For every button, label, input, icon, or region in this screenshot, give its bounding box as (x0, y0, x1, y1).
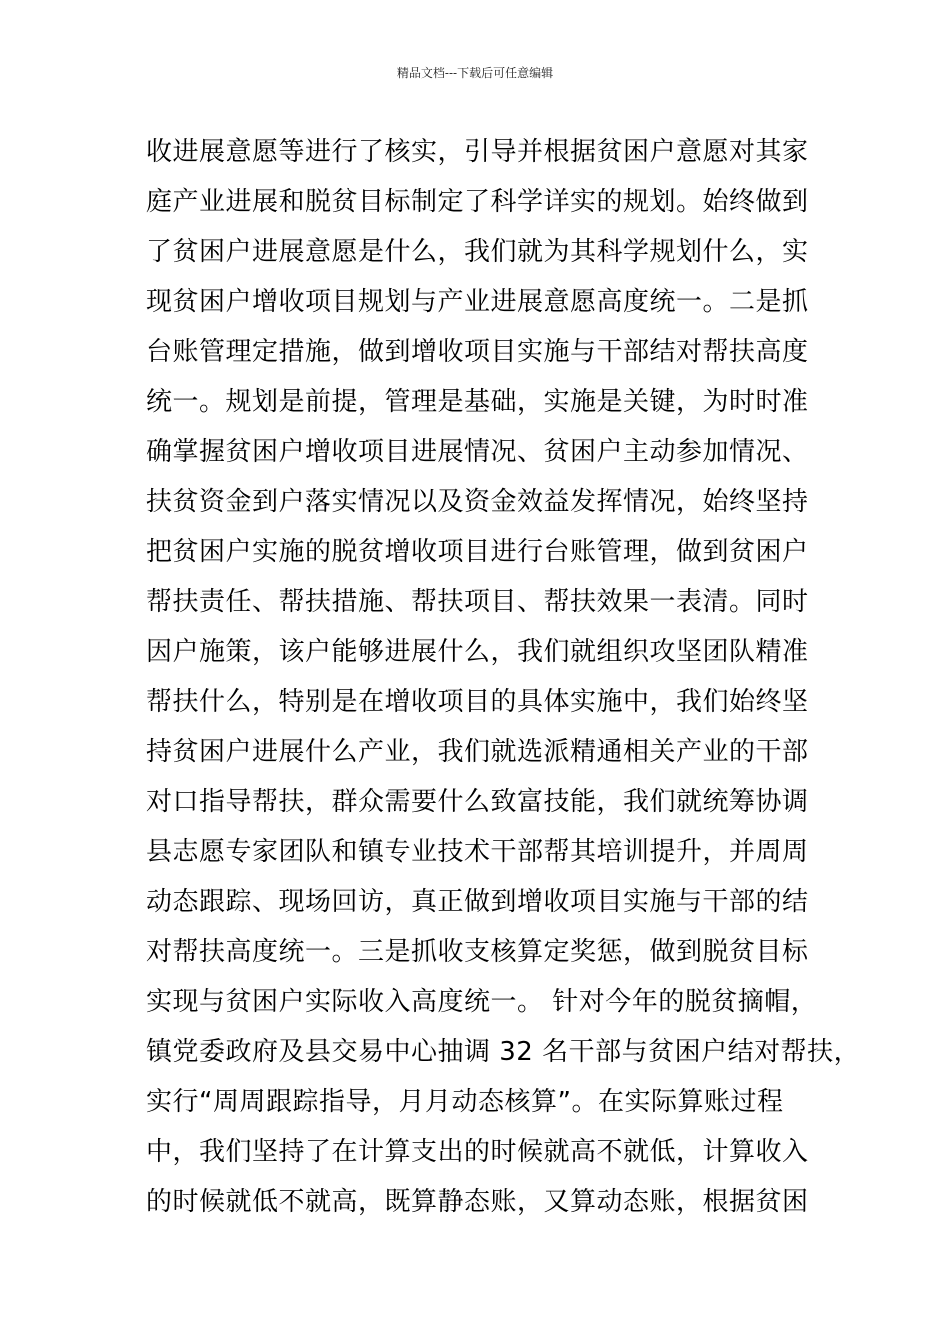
body-line: 对口指导帮扶，群众需要什么致富技能，我们就统筹协调 (146, 787, 809, 817)
body-line: 动态跟踪、现场回访，真正做到增收项目实施与干部的结 (146, 887, 809, 917)
body-line: 因户施策，该户能够进展什么，我们就组织攻坚团队精准 (146, 637, 809, 667)
body-line: 台账管理定措施，做到增收项目实施与干部结对帮扶高度 (146, 337, 809, 367)
body-line: 帮扶什么，特别是在增收项目的具体实施中，我们始终坚 (146, 687, 809, 717)
body-line: 帮扶责任、帮扶措施、帮扶项目、帮扶效果一表清。同时 (146, 587, 809, 617)
body-line: 了贫困户进展意愿是什么，我们就为其科学规划什么，实 (146, 237, 809, 267)
body-line: 中，我们坚持了在计算支出的时候就高不就低，计算收入 (146, 1137, 809, 1167)
body-line: 实行“周周跟踪指导，月月动态核算”。在实际算账过程 (146, 1087, 784, 1117)
body-line: 收进展意愿等进行了核实，引导并根据贫困户意愿对其家 (146, 137, 809, 167)
body-line: 确掌握贫困户增收项目进展情况、贫困户主动参加情况、 (146, 437, 809, 467)
body-line: 镇党委政府及县交易中心抽调 32 名干部与贫困户结对帮扶， (146, 1037, 861, 1067)
body-line: 庭产业进展和脱贫目标制定了科学详实的规划。始终做到 (146, 187, 809, 217)
document-body (146, 127, 861, 1227)
page-header: 精品文档---下载后可任意编辑 (396, 66, 554, 80)
body-line: 实现与贫困户实际收入高度统一。 针对今年的脱贫摘帽， (146, 987, 818, 1017)
body-line: 县志愿专家团队和镇专业技术干部帮其培训提升，并周周 (146, 837, 809, 867)
body-line: 把贫困户实施的脱贫增收项目进行台账管理，做到贫困户 (146, 537, 809, 567)
body-line: 的时候就低不就高，既算静态账，又算动态账，根据贫困 (146, 1187, 809, 1217)
body-line: 统一。规划是前提，管理是基础，实施是关键，为时时准 (146, 387, 809, 417)
body-line: 现贫困户增收项目规划与产业进展意愿高度统一。二是抓 (146, 287, 809, 317)
body-line: 对帮扶高度统一。三是抓收支核算定奖惩，做到脱贫目标 (146, 937, 809, 967)
body-line: 扶贫资金到户落实情况以及资金效益发挥情况，始终坚持 (146, 487, 809, 517)
body-line: 持贫困户进展什么产业，我们就选派精通相关产业的干部 (146, 737, 809, 767)
